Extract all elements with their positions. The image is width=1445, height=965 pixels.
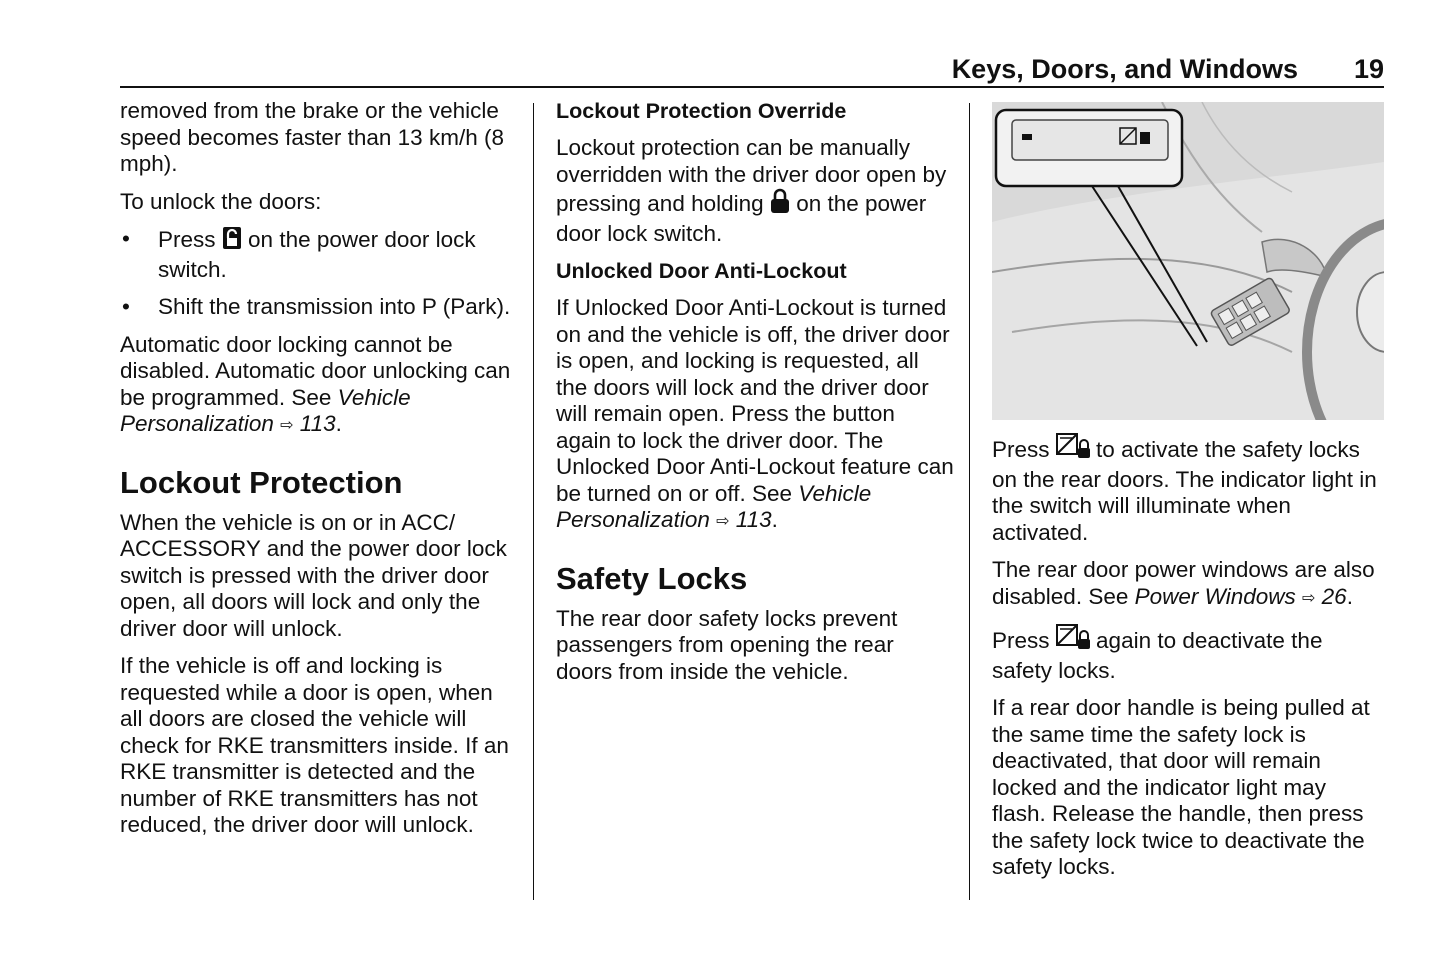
text: .: [335, 411, 342, 436]
paragraph: The rear door safety locks prevent passengers from opening the rear doors from inside the vehicle.: [556, 605, 898, 684]
column-1: [120, 98, 520, 850]
paragraph: To unlock the doors:: [120, 188, 322, 214]
ref-title[interactable]: Vehicle Personalization: [120, 384, 411, 436]
ref-title[interactable]: Power Windows: [1134, 583, 1296, 609]
list-item-text-post: on the power door lock switch.: [158, 227, 476, 282]
paragraph: [120, 332, 520, 440]
subsection-heading: Lockout Protection Override: [556, 99, 847, 123]
text: Press: [992, 437, 1050, 462]
text: Automatic door locking cannot be disabled. Automatic door unlocking can be programmed. See: [120, 331, 511, 410]
list-item: [120, 294, 520, 321]
column-2: [556, 98, 956, 696]
text: to activate the safety locks on the rear doors. The indicator light in the switch will illuminate when activated.: [992, 437, 1377, 545]
page-header: [120, 50, 1384, 88]
paragraph: [556, 295, 956, 536]
ref-title[interactable]: Vehicle Personalization: [556, 480, 872, 532]
cross-reference-link[interactable]: [1135, 584, 1347, 609]
paragraph: [992, 557, 1384, 612]
text: If Unlocked Door Anti-Lockout is turned on and the vehicle is off, the driver door is open, and locking is requested, all the doors will lock and the driver door will remain open. Press the button again to lock the driver door. The Unlocked Door Anti-Lockout feature can be turned on or off. See: [556, 295, 954, 506]
section-heading: Safety Locks: [556, 560, 748, 596]
bullet: •: [122, 226, 130, 251]
text: Press: [992, 628, 1050, 653]
column-divider-1: [533, 103, 534, 900]
paragraph: removed from the brake or the vehicle speed becomes faster than 13 km/h (8 mph).: [120, 98, 504, 176]
window-lockout-icon: [1056, 623, 1090, 658]
ref-page[interactable]: 113: [735, 507, 772, 532]
child-safety-lock-switch-illustration: [992, 102, 1384, 420]
text: .: [771, 507, 778, 532]
paragraph: [556, 135, 956, 247]
paragraph: When the vehicle is on or in ACC/ ACCESSORY and the power door lock switch is pressed with the driver door open, all doors will lock and only the driver door will unlock.: [120, 509, 507, 641]
section-title: Keys, Doors, and Windows: [951, 54, 1298, 84]
column-divider-2: [969, 103, 970, 900]
page-ref-arrow-icon: ⇨: [280, 417, 294, 434]
ref-page[interactable]: 113: [299, 411, 336, 436]
subsection-heading: Unlocked Door Anti-Lockout: [556, 259, 847, 283]
page-ref-arrow-icon: ⇨: [716, 513, 730, 530]
list-item: [120, 226, 520, 283]
paragraph: [992, 432, 1384, 546]
text: again to deactivate the safety locks.: [992, 628, 1323, 683]
paragraph: If a rear door handle is being pulled at the same time the safety lock is deactivated, that door will remain locked and the indicator light may flash. Release the handle, then press the safety lock twice to deactivate the safety locks.: [992, 695, 1370, 879]
lock-icon: [770, 188, 790, 221]
paragraph: [992, 623, 1384, 684]
text: .: [1346, 583, 1353, 609]
bullet: •: [122, 294, 130, 319]
page-ref-arrow-icon: ⇨: [1302, 589, 1316, 607]
window-lockout-icon: [1056, 432, 1090, 467]
unlock-steps-list: [120, 226, 520, 321]
text: on the power door lock switch.: [556, 191, 927, 246]
list-item-text: Shift the transmission into P (Park).: [158, 294, 511, 319]
column-3: [992, 98, 1384, 892]
list-item-text-pre: Press: [158, 227, 216, 252]
section-heading: Lockout Protection: [120, 464, 403, 500]
unlock-icon: [222, 226, 242, 257]
ref-page[interactable]: 26: [1321, 583, 1347, 609]
text: Lockout protection can be manually overridden with the driver door open by pressing and holding: [556, 135, 947, 216]
paragraph: If the vehicle is off and locking is requested while a door is open, when all doors are closed the vehicle will check for RKE transmitters inside. If an RKE transmitter is detected and the number of RKE transmitters has not reduced, the driver door will unlock.: [120, 653, 509, 837]
text: The rear door power windows are also disabled. See: [992, 557, 1375, 609]
page-number: 19: [1353, 54, 1384, 84]
